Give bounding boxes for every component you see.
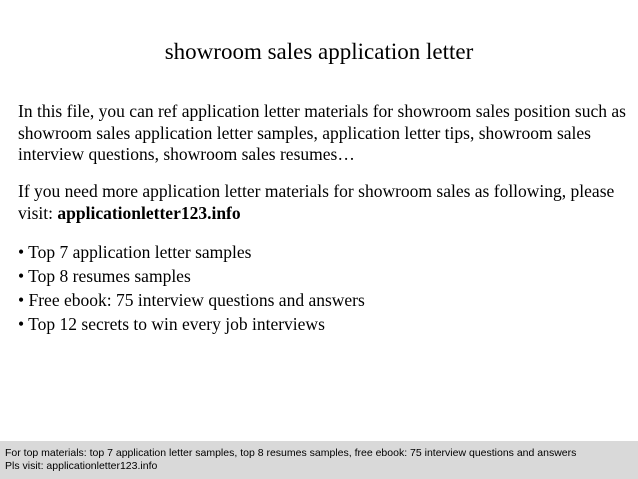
list-item: • Top 12 secrets to win every job interviews: [18, 314, 325, 334]
footer-visit-line: Pls visit: applicationletter123.info: [5, 460, 158, 472]
list-item: • Top 8 resumes samples: [18, 266, 191, 286]
more-info-text: If you need more application letter materials for showroom sales as following, please visit:: [18, 181, 615, 223]
more-info-paragraph: [18, 181, 626, 224]
footer-bar: [0, 441, 638, 479]
resource-list: [18, 240, 626, 336]
footer-materials-line: For top materials: top 7 application letter samples, top 8 resumes samples, free ebook: 75 interview questions and answers: [5, 447, 577, 459]
intro-paragraph: In this file, you can ref application letter materials for showroom sales position such as showroom sales application letter samples, application letter tips, showroom sales interview questions, showroom sales resumes…: [18, 101, 626, 164]
list-item: • Free ebook: 75 interview questions and answers: [18, 290, 365, 310]
website-link[interactable]: applicationletter123.info: [57, 202, 241, 223]
page-title: showroom sales application letter: [164, 39, 474, 64]
list-item: • Top 7 application letter samples: [18, 242, 252, 262]
